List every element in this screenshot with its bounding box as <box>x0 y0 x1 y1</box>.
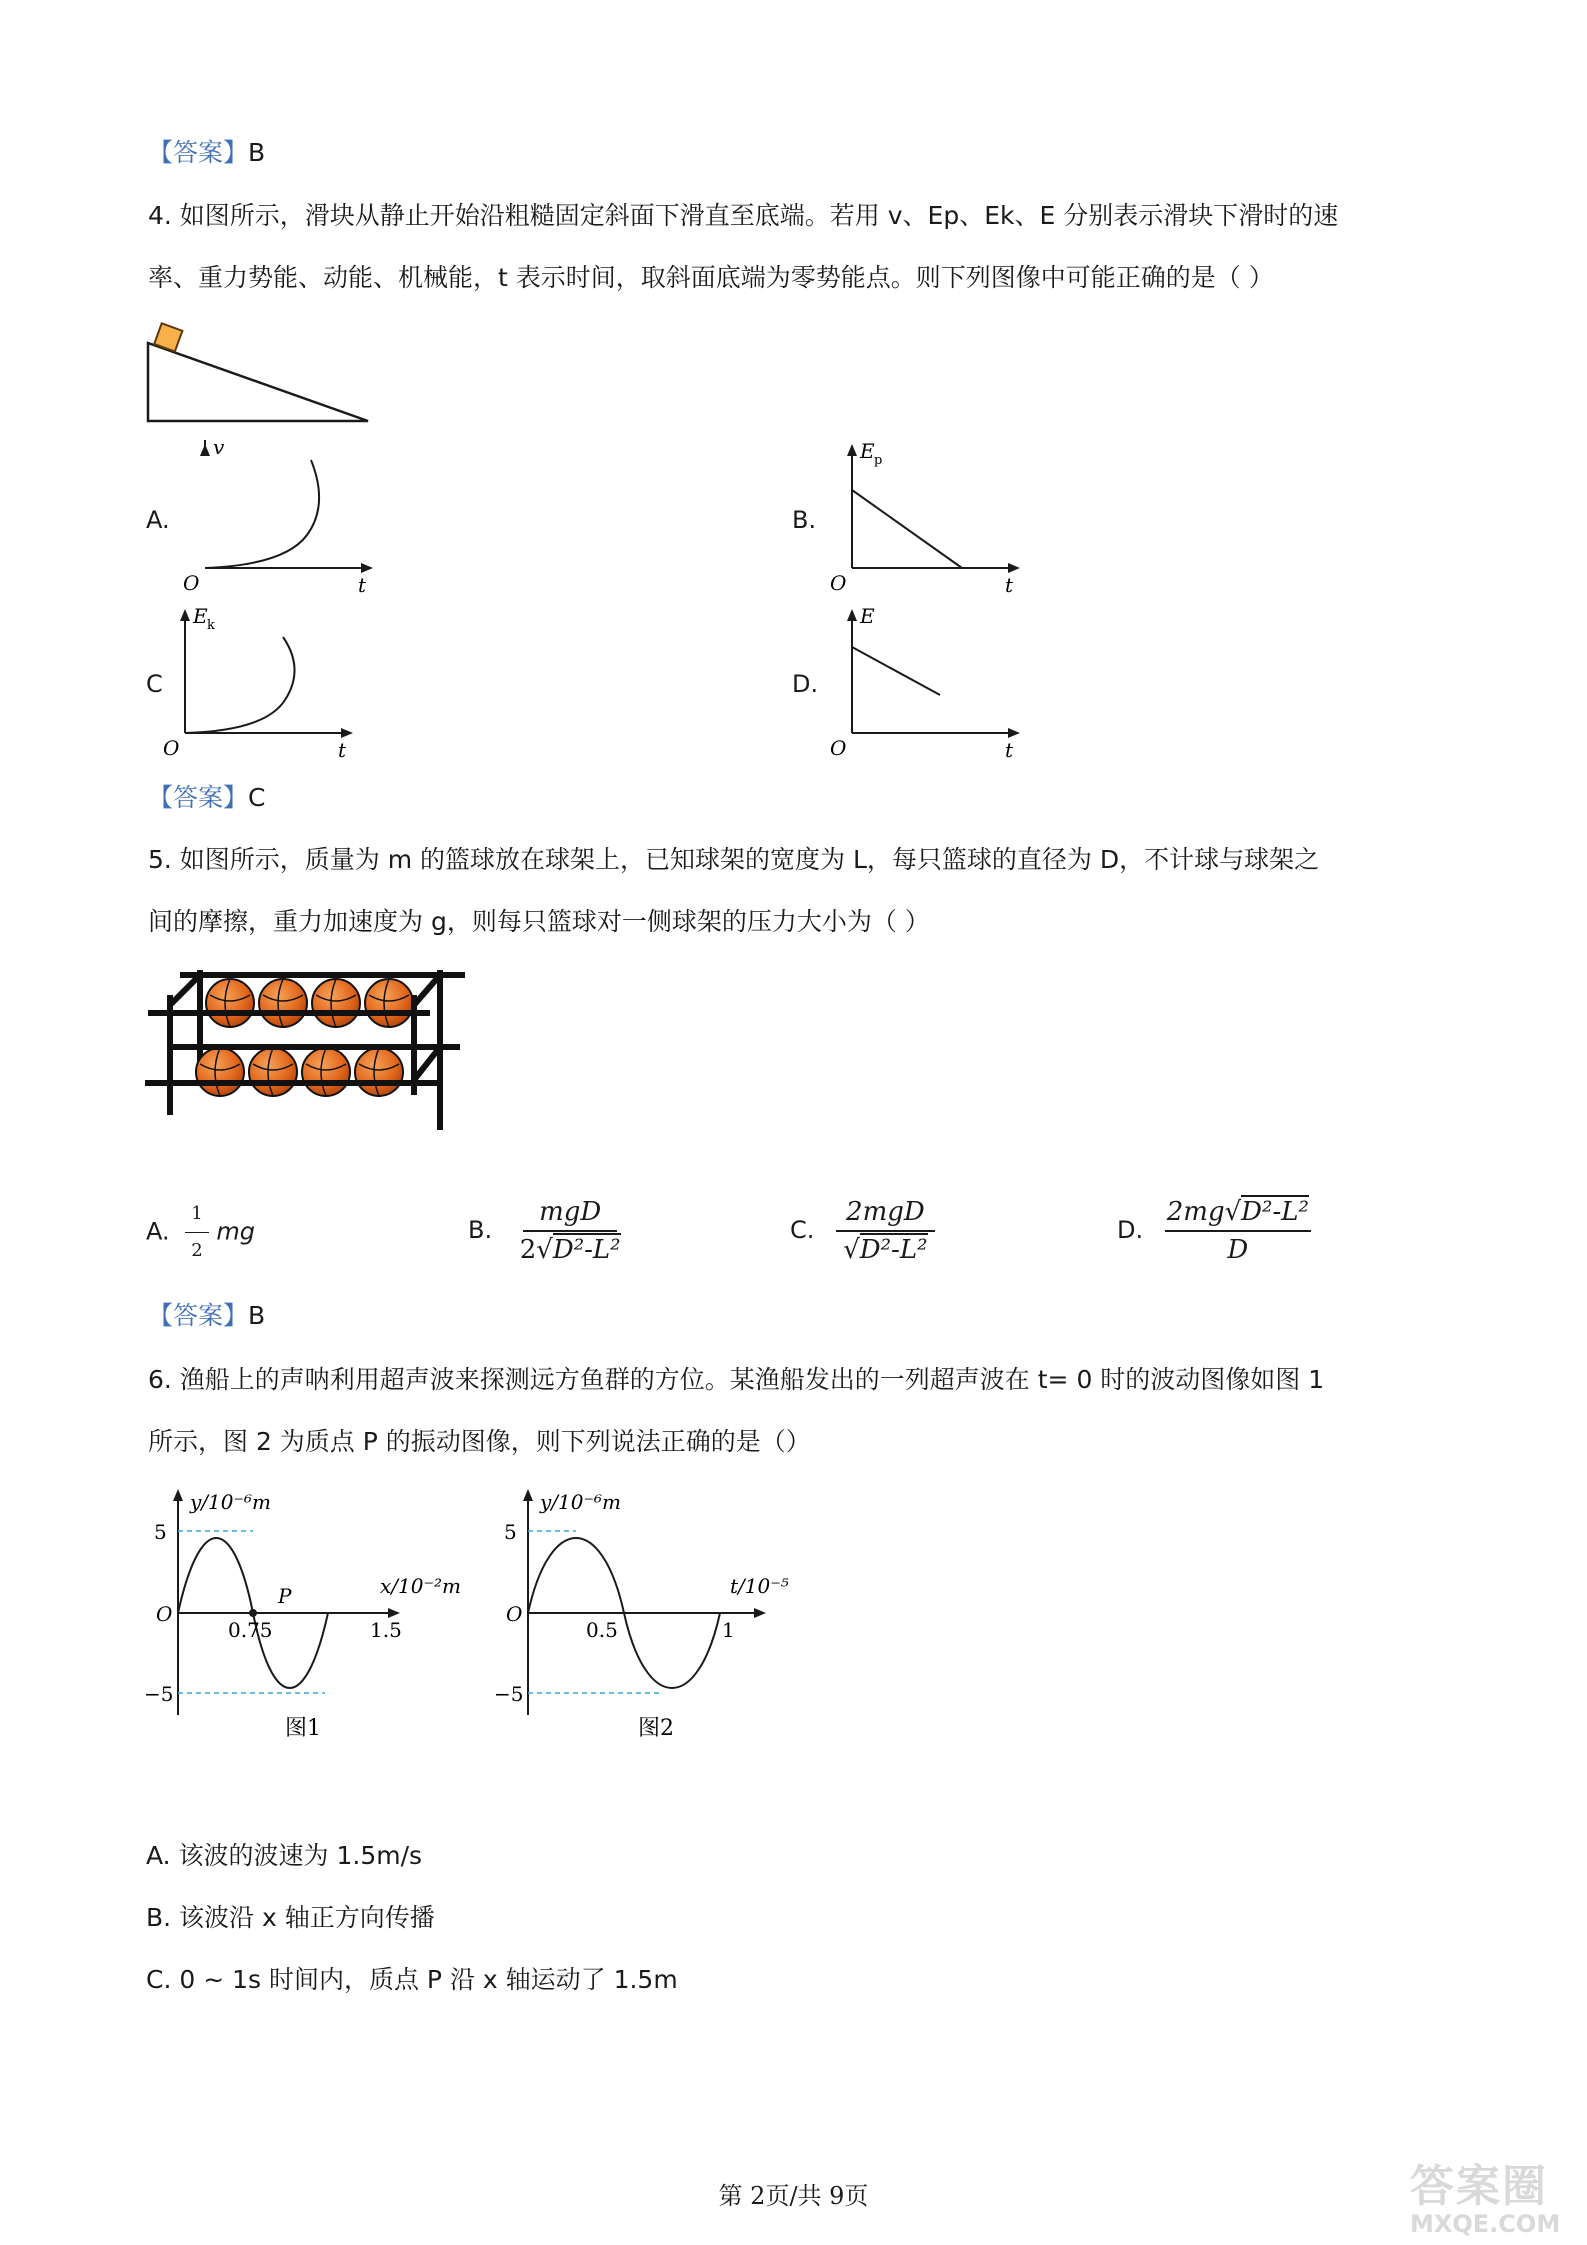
q4-text-line1: 4. 如图所示，滑块从静止开始沿粗糙固定斜面下滑直至底端。若用 v、Ep、Ek、E 分别表示滑块下滑时的速 <box>148 201 1339 230</box>
q4-graph-b <box>812 440 1032 595</box>
numerator-coefficient: 2mg <box>1166 1197 1225 1227</box>
answer-tag: 【答案】 <box>148 783 249 812</box>
option-label: A. <box>146 1217 170 1246</box>
x-axis-label: t <box>1005 573 1014 595</box>
x-tick-end: 1.5 <box>370 1618 402 1642</box>
denominator-coefficient: 2 <box>519 1235 537 1265</box>
incline-triangle <box>148 343 368 421</box>
q4-graph-d <box>812 605 1032 765</box>
y-axis-label: y/10⁻⁶m <box>190 1490 272 1514</box>
line-d <box>852 647 940 695</box>
option-label: C. <box>790 1216 815 1244</box>
option-label: D. <box>1117 1216 1144 1244</box>
answer-value: B <box>248 1301 266 1330</box>
watermark-url: MXQE.COM <box>1410 2210 1561 2238</box>
x-axis-label: t <box>358 573 367 595</box>
figure-caption: 图1 <box>285 1716 321 1741</box>
q4-text-line2: 率、重力势能、动能、机械能，t 表示时间，取斜面底端为零势能点。则下列图像中可能正确的是（ ） <box>148 263 1274 292</box>
y-axis-label: E <box>193 605 208 628</box>
y-axis-label: y/10⁻⁶m <box>540 1490 622 1514</box>
fraction-a <box>185 1198 208 1267</box>
basketball-row-top <box>206 979 413 1027</box>
answer-tag: 【答案】 <box>148 138 249 167</box>
q4-option-a-label: A. <box>146 506 170 534</box>
origin-label: O <box>830 571 847 595</box>
answer-value: C <box>248 783 266 812</box>
y-axis-label: E <box>860 440 875 463</box>
x-axis-label: t/10⁻⁵ <box>730 1574 789 1598</box>
sqrt-icon: √ <box>843 1235 860 1265</box>
y-tick-top: 5 <box>154 1520 167 1544</box>
figure-caption: 图2 <box>638 1716 674 1741</box>
fraction-c <box>836 1196 935 1266</box>
answer-tag: 【答案】 <box>148 1301 249 1330</box>
radicand: D²-L² <box>859 1235 928 1265</box>
y-axis-subscript: p <box>874 453 883 468</box>
fraction-denominator: 2 <box>191 1240 203 1261</box>
basketball-row-bottom <box>196 1048 403 1096</box>
line-b <box>852 490 962 568</box>
q4-option-c-label: C <box>146 670 163 698</box>
fraction-denominator <box>837 1232 933 1266</box>
q6-option-c: C. 0 ~ 1s 时间内，质点 P 沿 x 轴运动了 1.5m <box>146 1965 678 1994</box>
fraction-b <box>514 1196 627 1266</box>
q6-option-a: A. 该波的波速为 1.5m/s <box>146 1841 423 1870</box>
fraction-denominator <box>514 1232 627 1266</box>
point-p-label: P <box>278 1584 292 1608</box>
origin-label: O <box>183 571 200 595</box>
fraction-numerator: mgD <box>523 1196 617 1232</box>
answer-line-q4 <box>148 780 265 816</box>
q4-option-d-label: D. <box>792 670 819 698</box>
fraction-numerator: 2mgD <box>836 1196 935 1232</box>
x-axis-label: t <box>1005 738 1014 762</box>
point-p <box>249 1609 257 1617</box>
y-axis-label: v <box>213 440 225 459</box>
origin-label: O <box>163 736 180 760</box>
sqrt-icon: √ <box>1224 1197 1242 1227</box>
origin-label: O <box>156 1602 173 1626</box>
answer-line-q5 <box>148 1298 265 1334</box>
q6-text-line2: 所示，图 2 为质点 P 的振动图像，则下列说法正确的是（） <box>148 1427 811 1456</box>
q5-text-line1: 5. 如图所示，质量为 m 的篮球放在球架上，已知球架的宽度为 L，每只篮球的直径为 D，不计球与球架之 <box>148 845 1320 874</box>
q4-graph-a <box>165 440 385 595</box>
y-tick-bottom: −5 <box>144 1682 174 1706</box>
origin-label: O <box>830 736 847 760</box>
y-tick-top: 5 <box>504 1520 517 1544</box>
watermark-logo: 答案圈 <box>1410 2161 1548 2212</box>
x-axis-label: t <box>338 738 347 762</box>
x-axis-label: x/10⁻²m <box>380 1574 462 1598</box>
y-tick-bottom: −5 <box>494 1682 524 1706</box>
origin-label: O <box>506 1602 523 1626</box>
q5-option-a <box>146 1198 255 1267</box>
q5-option-d <box>1117 1196 1311 1266</box>
q6-text-line1: 6. 渔船上的声呐利用超声波来探测远方鱼群的方位。某渔船发出的一列超声波在 t= 0 时的波动图像如图 1 <box>148 1365 1325 1394</box>
x-tick-mid: 0.75 <box>228 1618 273 1642</box>
q4-graph-c <box>145 605 365 765</box>
curve-a <box>205 460 319 568</box>
option-label: B. <box>468 1216 493 1244</box>
radicand: D²-L² <box>552 1235 621 1265</box>
option-tail: mg <box>216 1217 255 1246</box>
y-axis-label: E <box>860 605 875 628</box>
curve-c <box>185 637 295 733</box>
vibration-figure-2 <box>490 1485 810 1765</box>
incline-figure <box>140 318 380 428</box>
fraction-denominator: D <box>1227 1235 1249 1265</box>
q6-option-b: B. 该波沿 x 轴正方向传播 <box>146 1903 435 1932</box>
q5-option-b <box>468 1196 627 1266</box>
y-axis-subscript: k <box>207 618 215 633</box>
sqrt-icon: √ <box>536 1235 553 1265</box>
fraction-numerator: 1 <box>185 1198 208 1233</box>
wave-figure-1 <box>140 1485 480 1765</box>
radicand: D²-L² <box>1241 1197 1309 1227</box>
q5-option-c <box>790 1196 935 1266</box>
fraction-d <box>1165 1196 1311 1266</box>
q4-option-b-label: B. <box>792 506 817 534</box>
q5-text-line2: 间的摩擦，重力加速度为 g，则每只篮球对一侧球架的压力大小为（ ） <box>148 907 930 936</box>
basketball-rack-figure <box>140 965 480 1145</box>
page-footer: 第 2页/共 9页 <box>718 2182 869 2210</box>
fraction-numerator <box>1165 1196 1311 1232</box>
x-tick-mid: 0.5 <box>586 1618 618 1642</box>
answer-line-q3 <box>148 135 265 171</box>
answer-value: B <box>248 138 266 167</box>
x-tick-end: 1 <box>722 1618 735 1642</box>
